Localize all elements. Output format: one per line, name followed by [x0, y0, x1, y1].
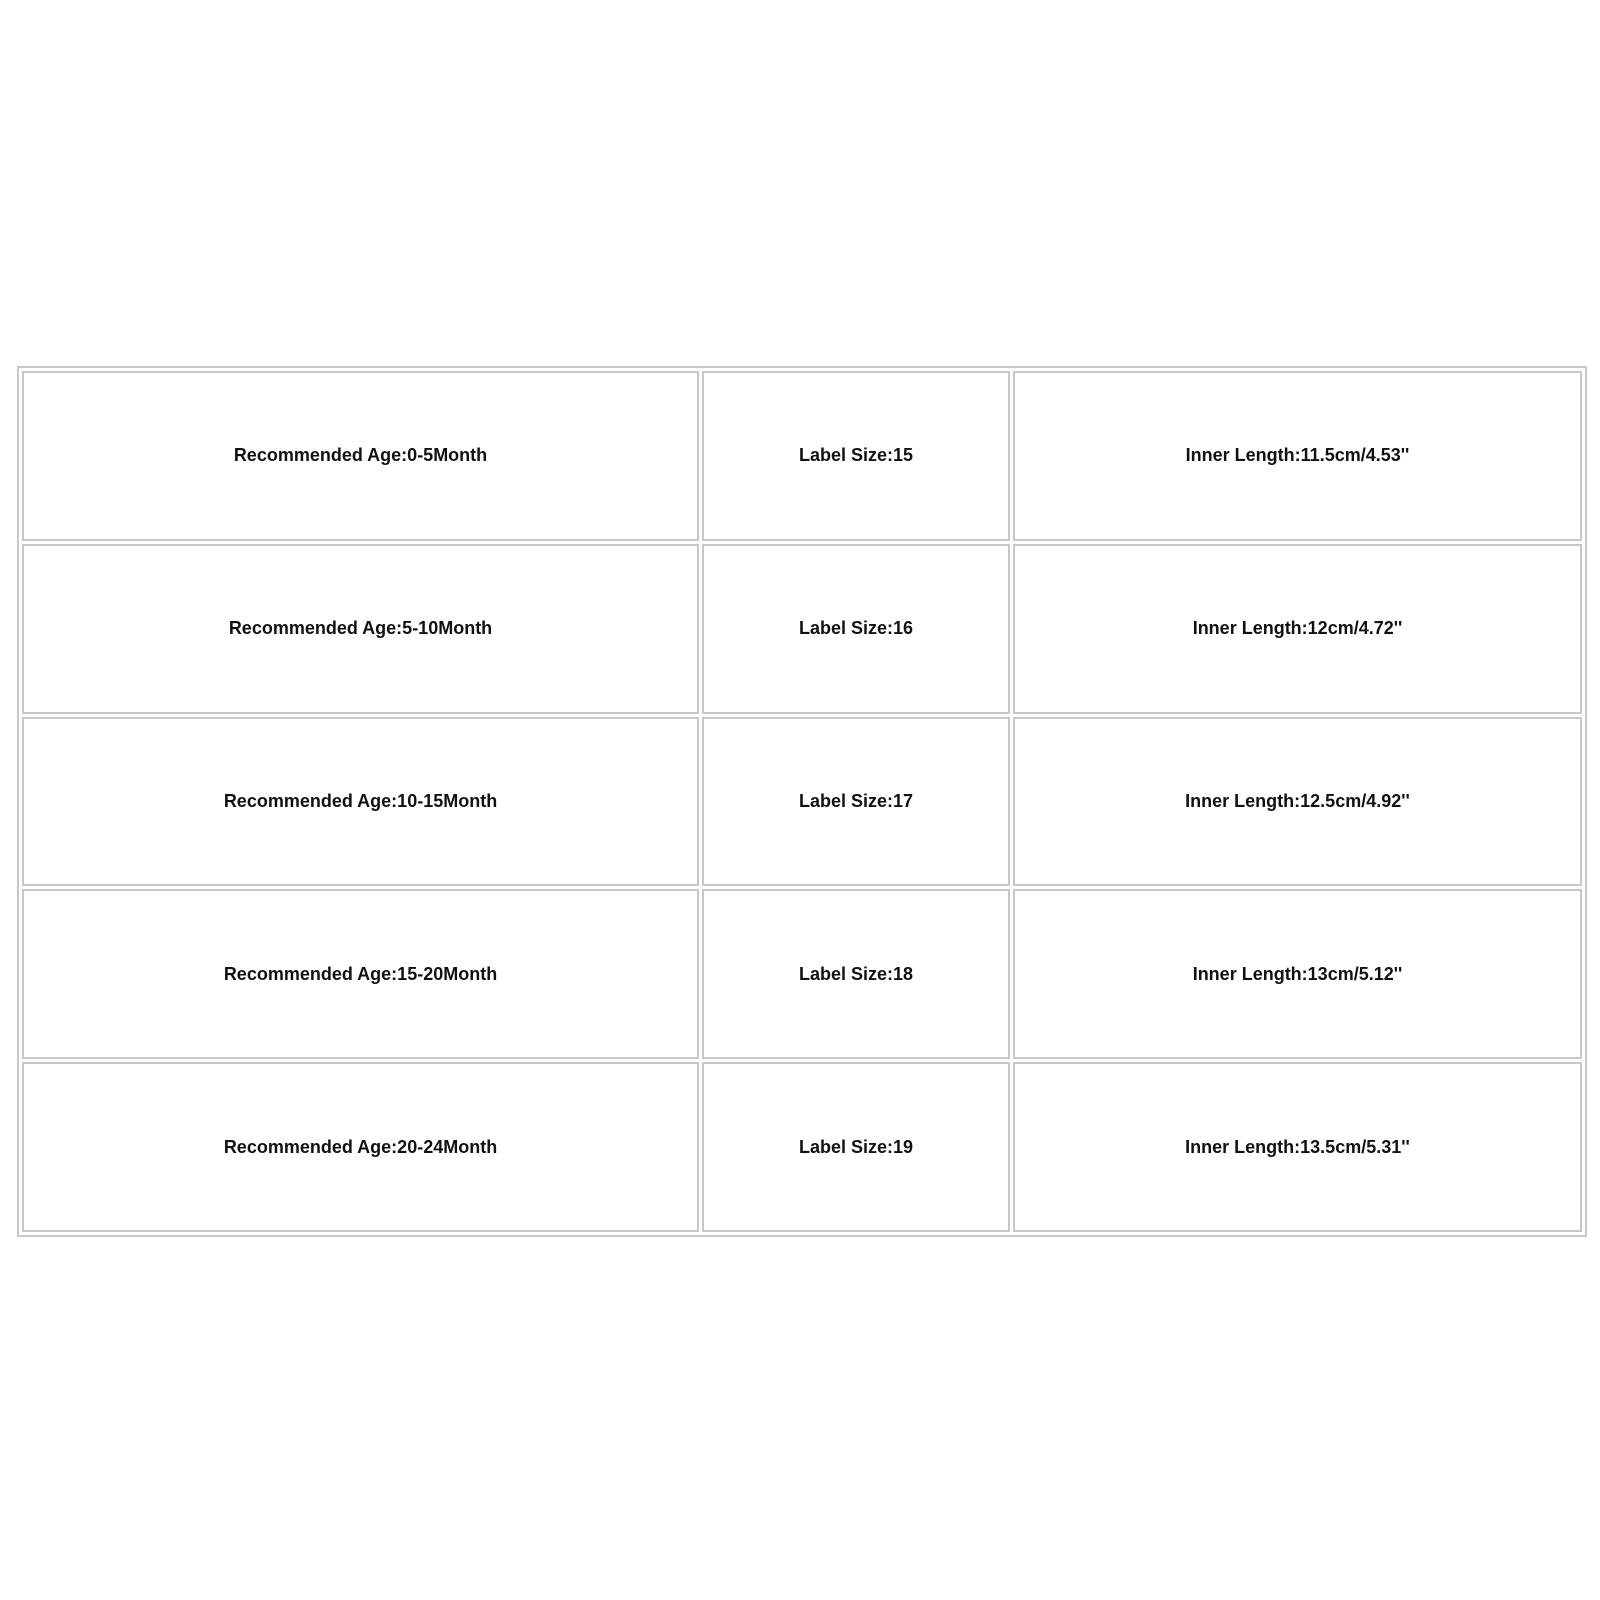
inner-length-cell: Inner Length:13.5cm/5.31'' [1013, 1062, 1582, 1232]
inner-length-cell: Inner Length:12cm/4.72'' [1013, 544, 1582, 714]
table-row [22, 717, 1582, 887]
inner-length-cell: Inner Length:13cm/5.12'' [1013, 889, 1582, 1059]
inner-length-cell: Inner Length:12.5cm/4.92'' [1013, 717, 1582, 887]
size-chart-body [22, 371, 1582, 1232]
label-size-cell: Label Size:19 [702, 1062, 1010, 1232]
inner-length-cell: Inner Length:11.5cm/4.53'' [1013, 371, 1582, 541]
label-size-cell: Label Size:15 [702, 371, 1010, 541]
label-size-cell: Label Size:17 [702, 717, 1010, 887]
table-row [22, 544, 1582, 714]
recommended-age-cell: Recommended Age:15-20Month [22, 889, 699, 1059]
table-row [22, 889, 1582, 1059]
recommended-age-cell: Recommended Age:10-15Month [22, 717, 699, 887]
table-row [22, 371, 1582, 541]
size-chart-table [17, 366, 1587, 1237]
label-size-cell: Label Size:18 [702, 889, 1010, 1059]
recommended-age-cell: Recommended Age:0-5Month [22, 371, 699, 541]
recommended-age-cell: Recommended Age:20-24Month [22, 1062, 699, 1232]
label-size-cell: Label Size:16 [702, 544, 1010, 714]
table-row [22, 1062, 1582, 1232]
recommended-age-cell: Recommended Age:5-10Month [22, 544, 699, 714]
